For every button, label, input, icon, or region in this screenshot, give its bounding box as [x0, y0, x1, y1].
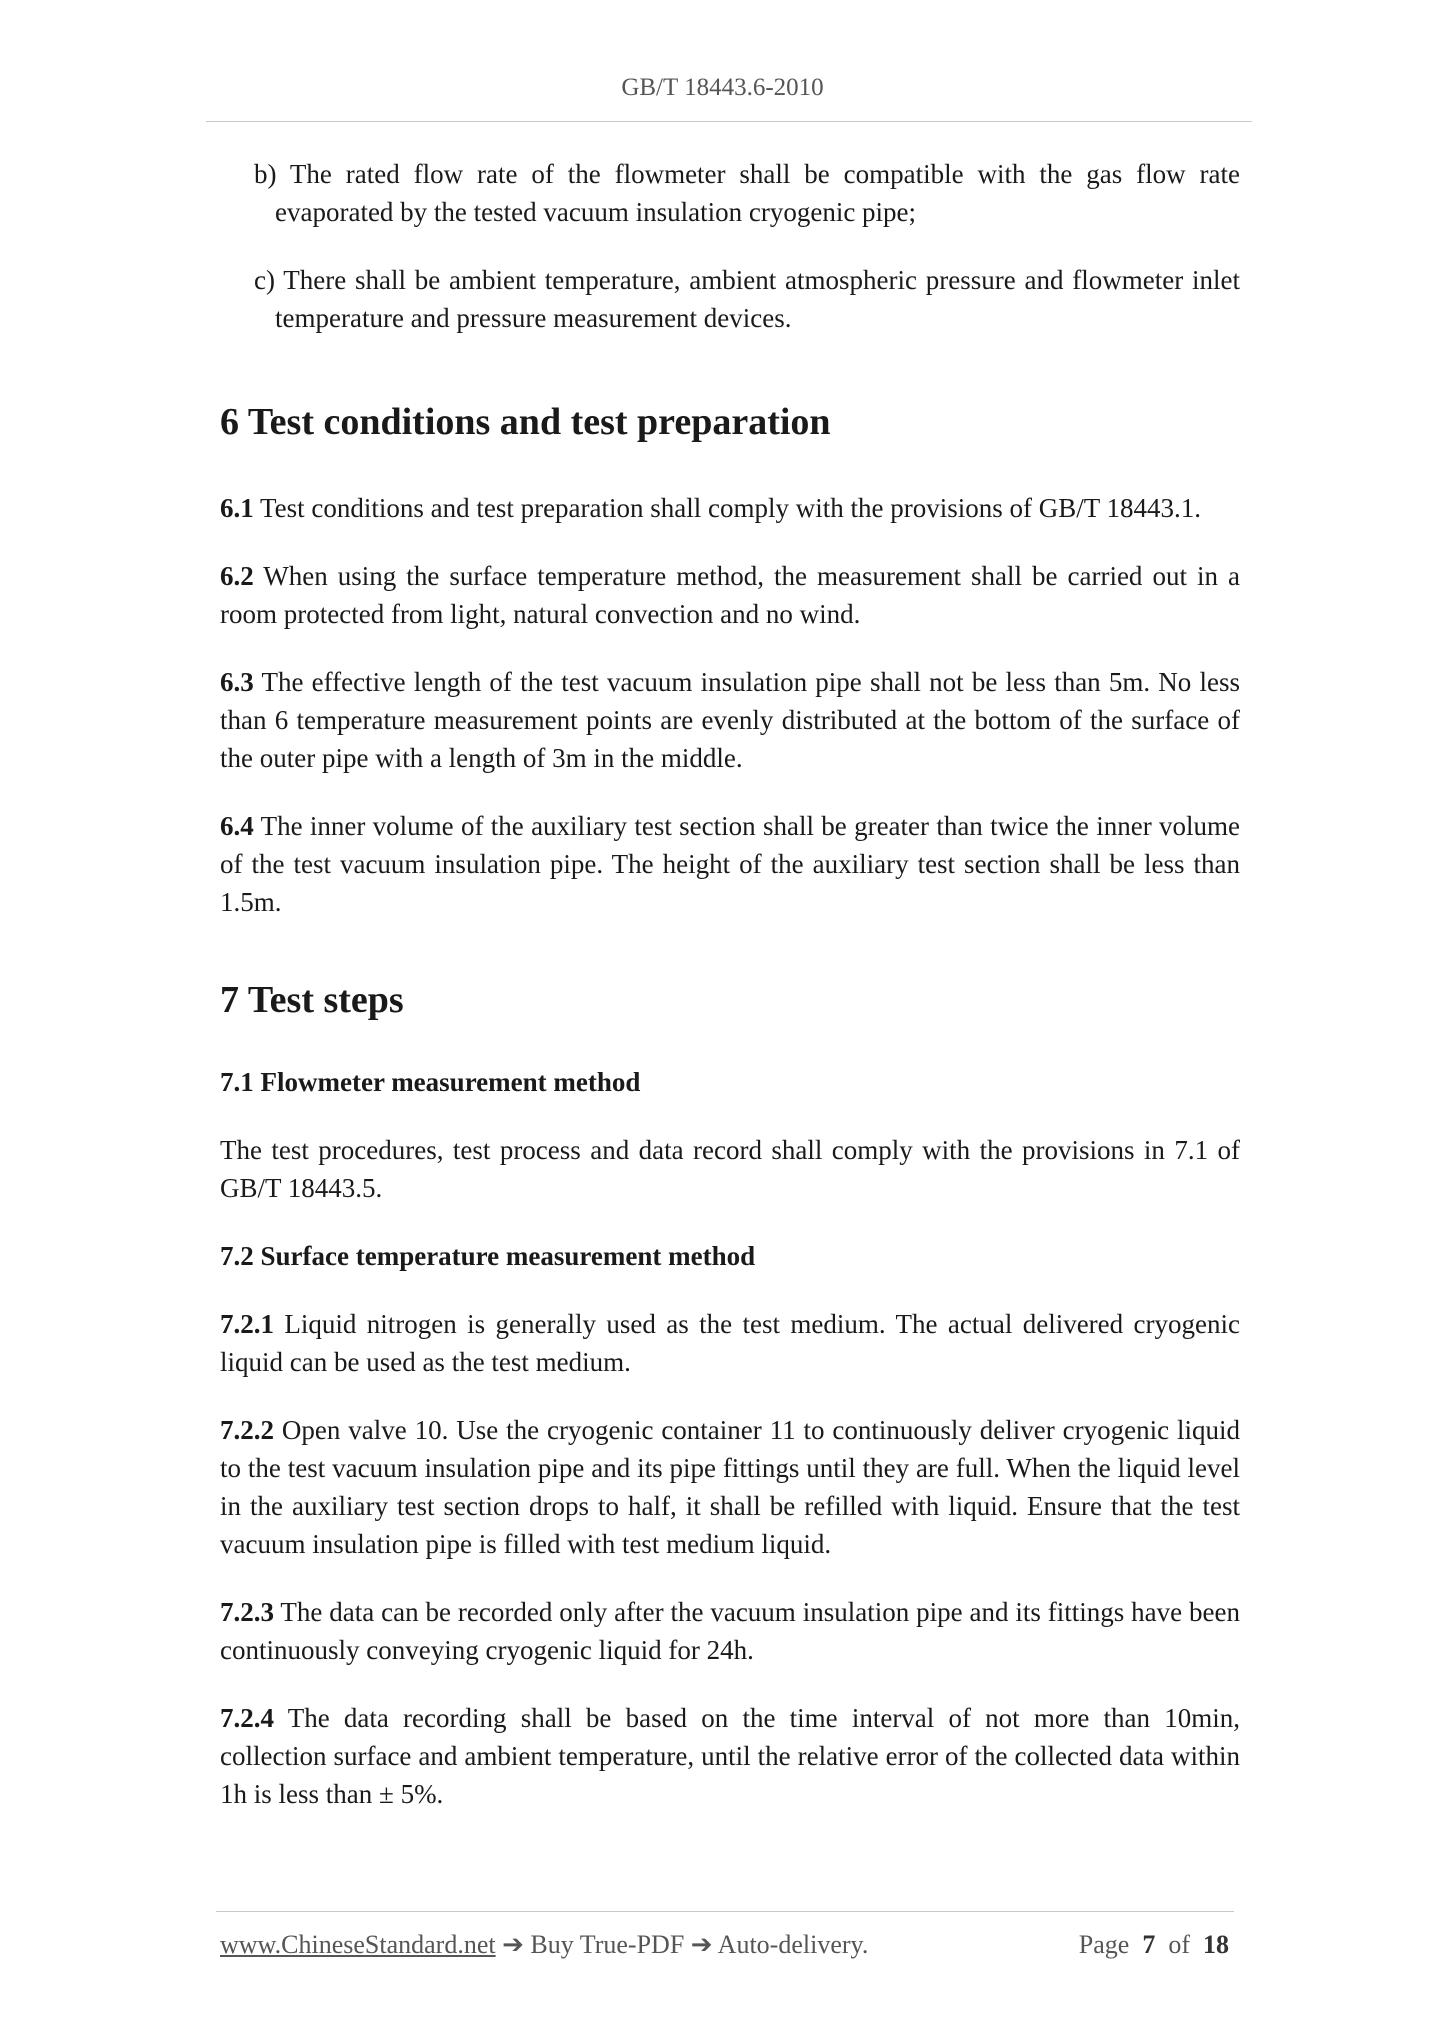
- section-7-heading: 7 Test steps: [220, 979, 404, 1021]
- clause-number: 7.2.4: [220, 1703, 274, 1733]
- clause-text: When using the surface temperature method, the measurement shall be carried out in a room protected from light, natural convection and no wind.: [220, 561, 1240, 629]
- clause-6-4: [220, 807, 1240, 921]
- clause-number: 6.1: [220, 493, 254, 523]
- clause-text: Liquid nitrogen is generally used as the test medium. The actual delivered cryogenic liquid can be used as the test medium.: [220, 1309, 1240, 1377]
- clause-number: 6.4: [220, 811, 254, 841]
- page-label: Page: [1078, 1930, 1130, 1959]
- document-body: [220, 155, 1240, 1813]
- clause-number: 7.2.2: [220, 1415, 274, 1445]
- arrow-right-icon: ➔: [502, 1930, 524, 1959]
- clause-6-3: [220, 663, 1240, 777]
- clause-6-2: [220, 557, 1240, 633]
- footer-promo: [220, 1930, 868, 1960]
- auto-delivery-text: Auto-delivery.: [717, 1930, 869, 1959]
- clause-text: The data can be recorded only after the vacuum insulation pipe and its fittings have been continuously conveying cryogenic liquid for 24h.: [220, 1597, 1240, 1665]
- clause-7-2-1: [220, 1305, 1240, 1381]
- page-number: 7: [1142, 1930, 1156, 1959]
- clause-number: 6.2: [220, 561, 254, 591]
- buy-pdf-text: Buy True-PDF: [530, 1930, 685, 1959]
- page-total: 18: [1203, 1930, 1229, 1959]
- clause-number: 7.2.1: [220, 1309, 274, 1339]
- clause-7-2-3: [220, 1593, 1240, 1669]
- website-link[interactable]: www.ChineseStandard.net: [220, 1930, 496, 1959]
- clause-6-1: [220, 489, 1240, 527]
- list-item-b: b) The rated flow rate of the flowmeter shall be compatible with the gas flow rate evaporated by the tested vacuum insulation cryogenic pipe;: [254, 159, 1240, 227]
- clause-7-2-4: [220, 1699, 1240, 1813]
- subsection-7-1-text: The test procedures, test process and data record shall comply with the provisions in 7.1 of GB/T 18443.5.: [220, 1135, 1240, 1203]
- arrow-right-icon: ➔: [690, 1930, 713, 1959]
- section-6-heading: 6 Test conditions and test preparation: [220, 401, 831, 443]
- page-indicator: [1079, 1930, 1229, 1960]
- list-item-c: c) There shall be ambient temperature, ambient atmospheric pressure and flowmeter inlet temperature and pressure measurement devices.: [254, 265, 1240, 333]
- clause-text: Test conditions and test preparation shall comply with the provisions of GB/T 18443.1.: [253, 493, 1202, 523]
- of-label: of: [1168, 1930, 1190, 1959]
- page-header-title: GB/T 18443.6-2010: [621, 74, 824, 101]
- clause-7-2-2: [220, 1411, 1240, 1563]
- footer-divider: [216, 1911, 1234, 1912]
- clause-text: The effective length of the test vacuum insulation pipe shall not be less than 5m. No less than 6 temperature measurement points are evenly distributed at the bottom of the surface of the outer pipe with a length of 3m in the middle.: [220, 667, 1240, 773]
- subsection-7-1-heading: 7.1 Flowmeter measurement method: [220, 1067, 641, 1097]
- clause-text: Open valve 10. Use the cryogenic container 11 to continuously deliver cryogenic liquid to the test vacuum insulation pipe and its pipe fittings until they are full. When the liquid level in the auxiliary test section drops to half, it shall be refilled with liquid. Ensure that the test vacuum insulation pipe is filled with test medium liquid.: [220, 1415, 1240, 1559]
- clause-text: The inner volume of the auxiliary test section shall be greater than twice the inner volume of the test vacuum insulation pipe. The height of the auxiliary test section shall be less than 1.5m.: [220, 811, 1240, 917]
- clause-number: 7.2.3: [220, 1597, 274, 1627]
- clause-number: 6.3: [220, 667, 254, 697]
- subsection-7-2-heading: 7.2 Surface temperature measurement method: [220, 1241, 756, 1271]
- clause-text: The data recording shall be based on the time interval of not more than 10min, collection surface and ambient temperature, until the relative error of the collected data within 1h is less than ± 5%.: [220, 1703, 1240, 1809]
- header-divider: [206, 121, 1252, 122]
